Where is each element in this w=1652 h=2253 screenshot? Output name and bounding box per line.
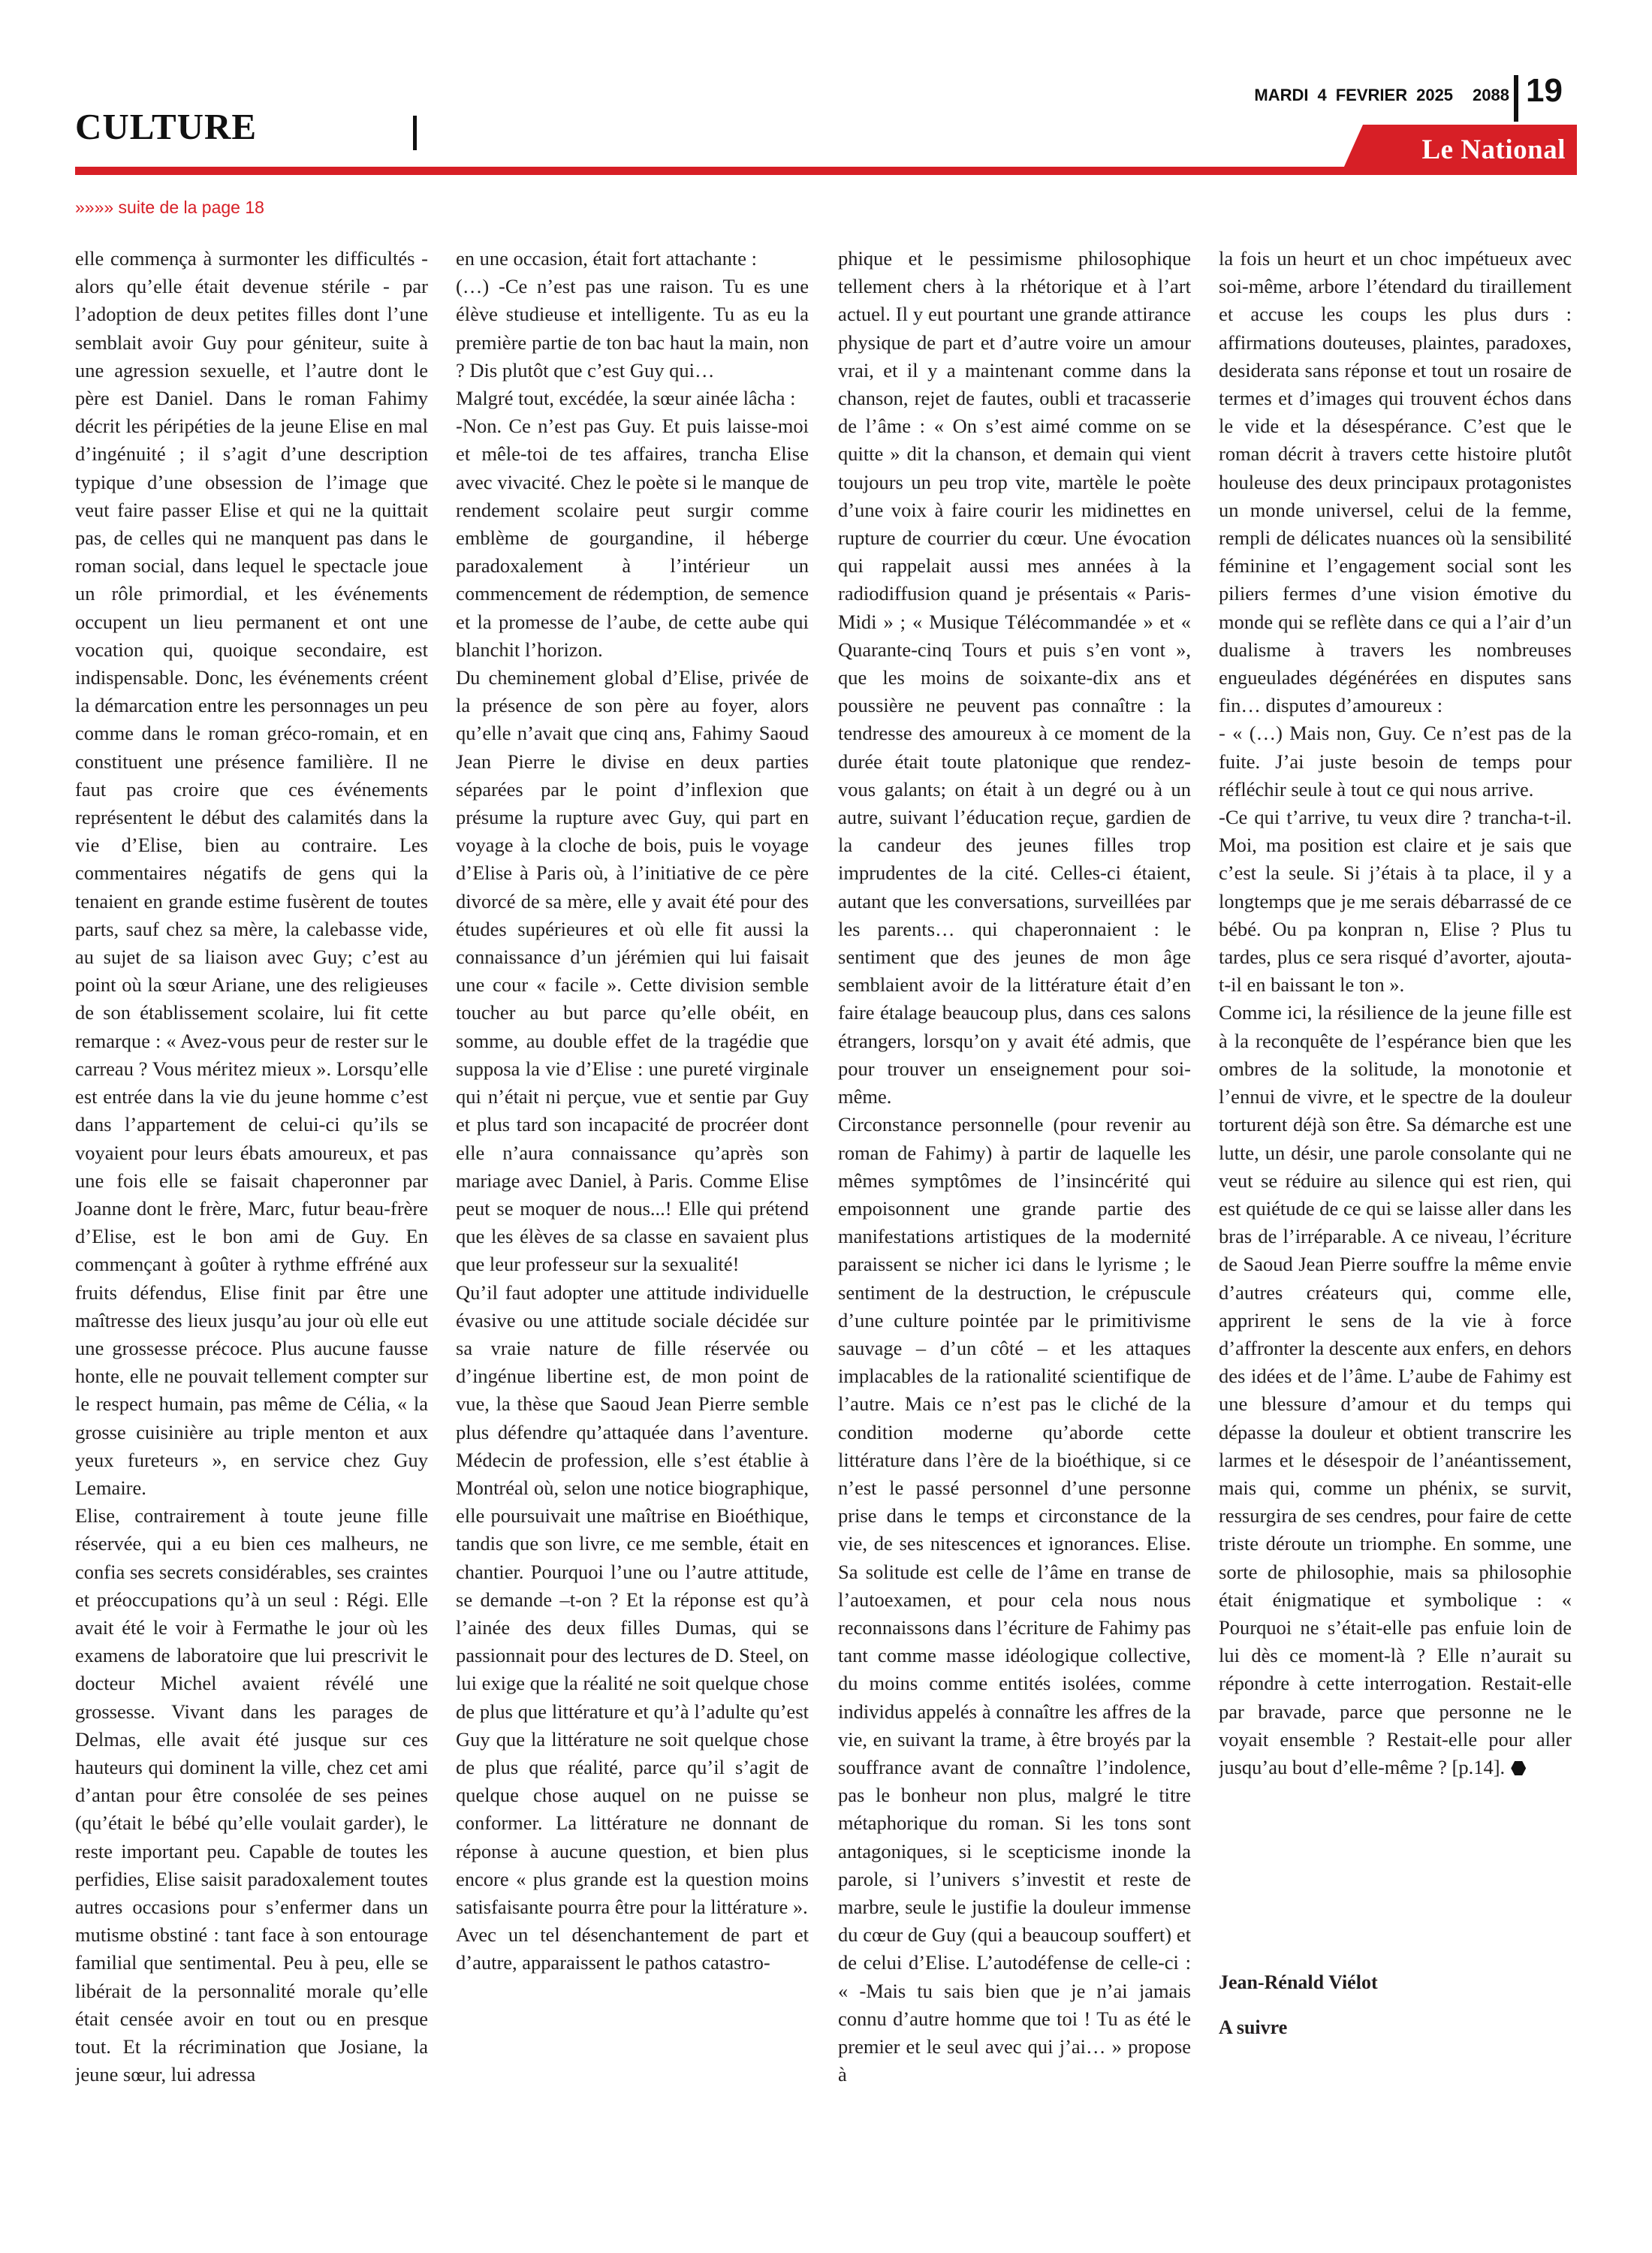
page-number-divider xyxy=(1514,75,1518,122)
dateline-date: 4 xyxy=(1317,86,1327,104)
article-column-text: en une occasion, était fort attachante : (…) -Ce n’est pas une raison. Tu es une élève studieuse et intelligente. Tu as eu la première partie de ton bac haut la main, non ? Dis plutôt que c’est Guy qui… Malgré tout, excédée, la sœur ainée lâcha : -Non. Ce n’est pas Guy. Et puis laisse-moi et mêle-toi de tes affaires, trancha Elise avec vivacité. Chez le poète si le manque de rendement scolaire peut surgir comme emblème de gourgandine, il héberge paradoxalement à l’intérieur un commencement de rédemption, de semence et la promesse de l’aube, de cette aube qui blanchit l’horizon. Du cheminement global d’Elise, privée de la présence de son père au foyer, alors qu’elle n’avait que cinq ans, Fahimy Saoud Jean Pierre le divise en deux parties séparées par le point d’inflexion que présume la rupture avec Guy, qui part en voyage à la cloche de bois, puis le voyage d’Elise à Paris où, à l’initiative de ce père divorcé de sa mère, elle y avait été pour des études supérieures et où elle fit aussi la connaissance d’un jérémien qui lui faisait une cour « facile ». Cette division semble toucher au but parce qu’elle obéit, en somme, au double effet de la tragédie que supposa la vie d’Elise : une pureté virginale qui n’était ni perçue, vue et sentie par Guy et plus tard son incapacité de procréer dont elle n’aura connaissance qu’après son mariage avec Daniel, à Paris. Comme Elise peut se moquer de nous...! Elle qui prétend que les élèves de sa classe en savaient plus que leur professeur sur la sexualité! Qu’il faut adopter une attitude individuelle évasive ou une attitude sociale décidée sur sa vraie nature de fille réservée ou d’ingénue libertine est, de mon point de vue, la thèse que Saoud Jean Pierre semble plus défendre qu’attaquée dans l’aventure. Médecin de profession, elle s’est établie à Montréal où, selon une notice biographique, elle poursuivait une maîtrise en Bioéthique, tandis que son livre, ce me semble, était en chantier. Pourquoi l’une ou l’autre attitude, se demande –t-on ? Et la réponse est qu’à l’ainée des deux filles Dumas, qui se passionnait pour des lectures de D. Steel, on lui exige que la réalité ne soit quelque chose de plus que littérature et qu’à l’adulte qu’est Guy que la littérature ne soit quelque chose de plus que réalité, parce qu’il s’agit de quelque chose auquel on ne puisse se conformer. La littérature ne donnant de réponse à aucune question, et bien plus encore « plus grande est la question moins satisfaisante pourra être pour la littérature ». Avec un tel désenchantement de part et d’autre, apparaissent le pathos catastro- xyxy=(456,247,809,1974)
brand-name: Le National xyxy=(1421,134,1566,165)
article-column-text: la fois un heurt et un choc impétueux avec soi-même, arbore l’étendard du tiraillement et accuse les coups les plus durs : affirmations douteuses, plaintes, paradoxes, desiderata sans réponse et tout un rosaire de termes et d’images qui trouvent échos dans le vide et la désespérance. C’est que le roman décrit à travers cette histoire plutôt houleuse des deux principaux protagonistes un monde universel, celui de la femme, rempli de délicates nuances où la sensibilité féminine et l’engagement social sont les piliers fermes d’une vision émotive du monde qui se reflète dans ce qui a l’air d’un dualisme à travers les nombreuses engueulades dégénérées en disputes sans fin… disputes d’amoureux : - « (…) Mais non, Guy. Ce n’est pas de la fuite. J’ai juste besoin de temps pour réfléchir seule à tout ce qui nous arrive. -Ce qui t’arrive, tu veux dire ? trancha-t-il. Moi, ma position est claire et je sais que c’est la seule. Si j’étais à ta place, il y a longtemps que je me serais débarrassé de ce bébé. Ou pa konpran n, Elise ? Plus tu tardes, plus ce sera risqué d’avorter, ajouta-t-il en baissant le ton ». Comme ici, la résilience de la jeune fille est à la reconquête de l’espérance bien que les ombres de la solitude, la monotonie et l’ennui de vivre, et le spectre de la douleur torturent déjà son être. Sa démarche est une lutte, un désir, une parole consolante qui ne veut se réduire au silence qui est rien, qui est quiétude de ce qui se laisse aller dans les bras de l’irréparable. A ce niveau, l’écriture de Saoud Jean Pierre souffre la même envie d’autres créateurs qui, comme elle, apprirent le sens de la vie à force d’affronter la descente aux enfers, en dehors des idées et de l’âme. L’aube de Fahimy est une blessure d’amour et du temps qui dépasse la douleur et obtient transcrire les larmes et le désespoir de l’anéantissement, mais qui, comme un phénix, se survit, ressurgira de ses cendres, pour faire de cette triste déroute un triomphe. En somme, une sorte de philosophie, mais sa philosophie était énigmatique et symbolique : « Pourquoi ne s’était-elle pas enfuie loin de lui dès ce moment-là ? Elle n’aurait su répondre à cette interrogation. Restait-elle par bravade, parce que personne ne le voyait ensemble ? Restait-elle pour aller jusqu’au bout d’elle-même ? [p.14]. xyxy=(1219,247,1572,1778)
to-be-continued: A suivre xyxy=(1219,2016,1288,2038)
article-column-4 xyxy=(1219,245,1572,2227)
article-column-1 xyxy=(75,245,428,2227)
continued-from-page: »»»» suite de la page 18 xyxy=(75,198,264,217)
section-title: CULTURE xyxy=(75,106,258,147)
dateline-day: MARDI xyxy=(1254,86,1309,104)
dateline-year: 2025 xyxy=(1416,86,1454,104)
hexagon-end-mark-icon xyxy=(1511,1761,1526,1775)
dateline xyxy=(1245,86,1509,105)
article-column-text: phique et le pessimisme philosophique tellement chers à la rhétorique et à l’art actuel. Il y eut pourtant une grande attirance physique de part et d’autre voire un amour vrai, et il y a maintenant comme dans la chanson, rejet de fautes, oubli et tracasserie de l’âme : « On s’est aimé comme on se quitte » dit la chanson, et demain qui vient toujours un peu trop vite, martèle le poète d’une voix à faire courir les midinettes en rupture de courrier du cœur. Une évocation qui rappelait aussi mes années à la radiodiffusion quand je présentais « Paris-Midi » ; « Musique Télécommandée » et « Quarante-cinq Tours et puis s’en vont », que les moins de soixante-dix ans et poussière ne peuvent pas connaître : la tendresse des amoureux à ce moment de la durée était toute platonique que rendez-vous galants; on était à un degré ou à un autre, suivant l’éducation reçue, gardien de la candeur des jeunes filles trop imprudentes de la cité. Celles-ci étaient, autant que les conversations, surveillées par les parents… qui chaperonnaient : le sentiment que des jeunes de mon âge semblaient avoir de la littérature était d’en faire étalage beaucoup plus, dans ces salons étrangers, lorsqu’on y avait été admis, que pour trouver un enseignement pour soi-même. Circonstance personnelle (pour revenir au roman de Fahimy) à partir de laquelle les mêmes symptômes de l’insincérité qui empoisonnent une grande partie des manifestations artistiques de la modernité paraissent se nicher ici dans le lyrisme ; le sentiment de la destruction, le crépuscule d’une culture pointée par le primitivisme sauvage – d’un côté – et les attaques implacables de la rationalité scientifique de l’autre. Mais ce n’est pas le cliché de la condition moderne qu’aborde cette littérature dans l’ère de la bioéthique, si ce n’est le passé personnel d’une personne prise dans le temps et circonstance de la vie, de ses nitescences et ignorances. Elise. Sa solitude est celle de l’âme en transe de l’autoexamen, et pour cela nous nous reconnaissons dans l’écriture de Fahimy pas tant comme masse idéologique collective, du moins comme entités isolées, comme individus appelés à connaître les affres de la vie, en suivant la trame, à être broyés par la souffrance avant de connaître l’indolence, pas le bonheur non plus, malgré le titre métaphorique du roman. Si les tons sont antagoniques, si le scepticisme inonde la parole, si l’univers s’investit et reste de marbre, seule le justifie la douleur immense du cœur de Guy (qui a beaucoup souffert) et de celui d’Elise. L’autodéfense de celle-ci : « -Mais tu sais bien que je n’ai jamais connu d’autre homme que toi ! Tu as été le premier et le seul avec qui j’ai… » propose à xyxy=(838,247,1191,2086)
author-byline: Jean-Rénald Viélot xyxy=(1219,1971,1378,1993)
article-column-end xyxy=(1219,245,1572,1781)
article-column-3 xyxy=(838,245,1191,2227)
page-number: 19 xyxy=(1526,72,1563,109)
article-column-2 xyxy=(456,245,809,2227)
article-column-text: elle commença à surmonter les difficultés - alors qu’elle était devenue stérile - par l’adoption de deux petites filles dont l’une semblait avoir Guy pour géniteur, suite à une agression sexuelle, et l’autre dont le père est Daniel. Dans le roman Fahimy décrit les péripéties de la jeune Elise en mal d’ingénuité ; il s’agit d’une description typique d’une obsession de l’image que veut faire passer Elise et qui ne la quittait pas, de celles qui ne manquent pas dans le roman social, dans lequel le spectacle joue un rôle primordial, et les événements occupent un lieu permanent et ont une vocation qui, quoique secondaire, est indispensable. Donc, les événements créent la démarcation entre les personnages un peu comme dans le roman gréco-romain, et en constituent une présence familière. Il ne faut pas croire que ces événements représentent le début des calamités dans la vie d’Elise, bien au contraire. Les commentaires négatifs de gens qui la tenaient en grande estime fusèrent de toutes parts, sauf chez sa mère, la calebasse vide, au sujet de sa liaison avec Guy; c’est au point où la sœur Ariane, une des religieuses de son établissement scolaire, lui fit cette remarque : « Avez-vous peur de rester sur le carreau ? Vous méritez mieux ». Lorsqu’elle est entrée dans la vie du jeune homme c’est dans l’appartement de celui-ci qu’ils se voyaient pour leurs ébats amoureux, et pas une fois elle se faisait chaperonner par Joanne dont le frère, Marc, futur beau-frère d’Elise, est le bon ami de Guy. En commençant à goûter à rythme effréné aux fruits défendus, Elise finit par être une maîtresse des lieux jusqu’au jour où elle eut une grossesse précoce. Plus aucune fausse honte, elle ne pouvait tellement compter sur le respect humain, pas même de Célia, « la grosse cuisinière au triple menton et aux yeux fureteurs », en service chez Guy Lemaire. Elise, contrairement à toute jeune fille réservée, qui a eu bien ces malheurs, ne confia ses secrets considérables, ses craintes et préoccupations qu’à un seul : Régi. Elle avait été le voir à Fermathe le jour où les examens de laboratoire que lui prescrivit le docteur Michel avaient révélé une grossesse. Vivant dans les parages de Delmas, elle avait été jusque sur ces hauteurs qui dominent la ville, chez cet ami d’antan pour être consolée de ses peines (qu’était le bébé qu’elle voulait garder), le reste important peu. Capable de toutes les perfidies, Elise saisit paradoxalement toutes autres occasions pour s’enfermer dans un mutisme obstiné : tant face à son entourage familial que sentimental. Peu à peu, elle se libérait de la personnalité morale qu’elle était censée avoir en tout ou en presque tout. Et la récrimination que Josiane, la jeune sœur, lui adressa xyxy=(75,247,428,2086)
issue-number: 2088 xyxy=(1473,86,1509,104)
dateline-month: FEVRIER xyxy=(1335,86,1408,104)
section-title-divider xyxy=(413,116,417,150)
